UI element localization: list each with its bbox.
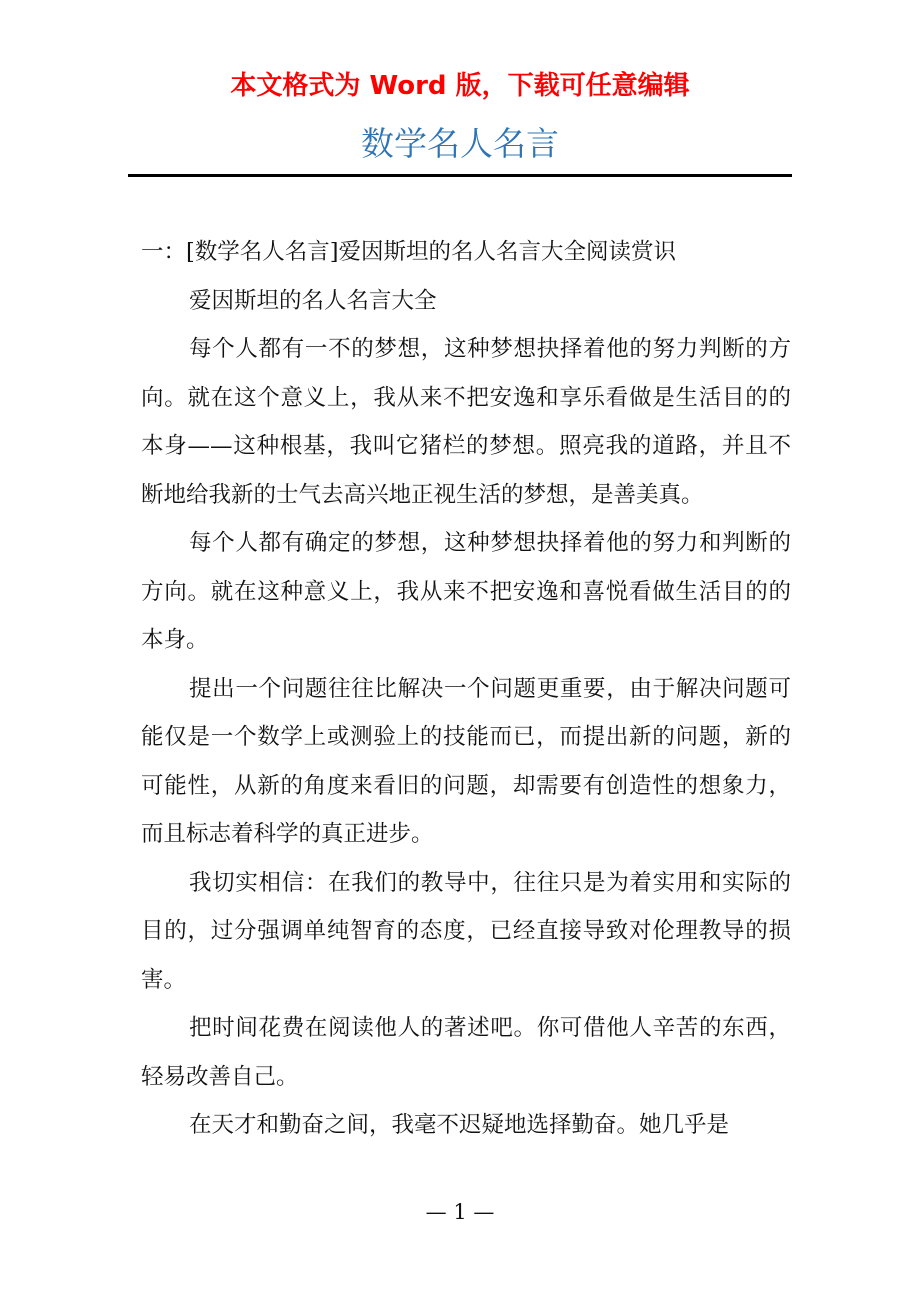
page-number: — 1 — bbox=[425, 1200, 495, 1224]
paragraph: 在天才和勤奋之间，我毫不迟疑地选择勤奋。她几乎是 bbox=[189, 1112, 730, 1138]
sub-heading: 爱因斯坦的名人名言大全 bbox=[189, 287, 437, 314]
document-body bbox=[141, 228, 791, 1150]
paragraph: 每个人都有一不的梦想，这种梦想抉择着他的努力判断的方向。就在这个意义上，我从来不把安逸和享乐看做是生活目的的本身——这种根基，我叫它猪栏的梦想。照亮我的道路，并且不断地给我新的士气去高兴地正视生活的梦想，是善美真。 bbox=[141, 336, 791, 508]
paragraph: 我切实相信：在我们的教导中，往往只是为着实用和实际的目的，过分强调单纯智育的态度，已经直接导致对伦理教导的损害。 bbox=[141, 869, 791, 993]
format-notice: 本文格式为 Word 版，下载可任意编辑 bbox=[230, 71, 690, 101]
section-heading: 一：[数学名人名言]爱因斯坦的名人名言大全阅读赏识 bbox=[141, 239, 677, 265]
paragraph: 提出一个问题往往比解决一个问题更重要，由于解决问题可能仅是一个数学上或测验上的技能而已，而提出新的问题，新的可能性，从新的角度来看旧的问题，却需要有创造性的想象力，而且标志着科学的真正进步。 bbox=[141, 675, 791, 847]
document-title: 数学名人名言 bbox=[361, 124, 559, 163]
title-divider bbox=[128, 174, 792, 177]
paragraph: 每个人都有确定的梦想，这种梦想抉择着他的努力和判断的方向。就在这种意义上，我从来不把安逸和喜悦看做生活目的的本身。 bbox=[141, 530, 791, 653]
paragraph: 把时间花费在阅读他人的著述吧。你可借他人辛苦的东西，轻易改善自己。 bbox=[141, 1015, 791, 1090]
